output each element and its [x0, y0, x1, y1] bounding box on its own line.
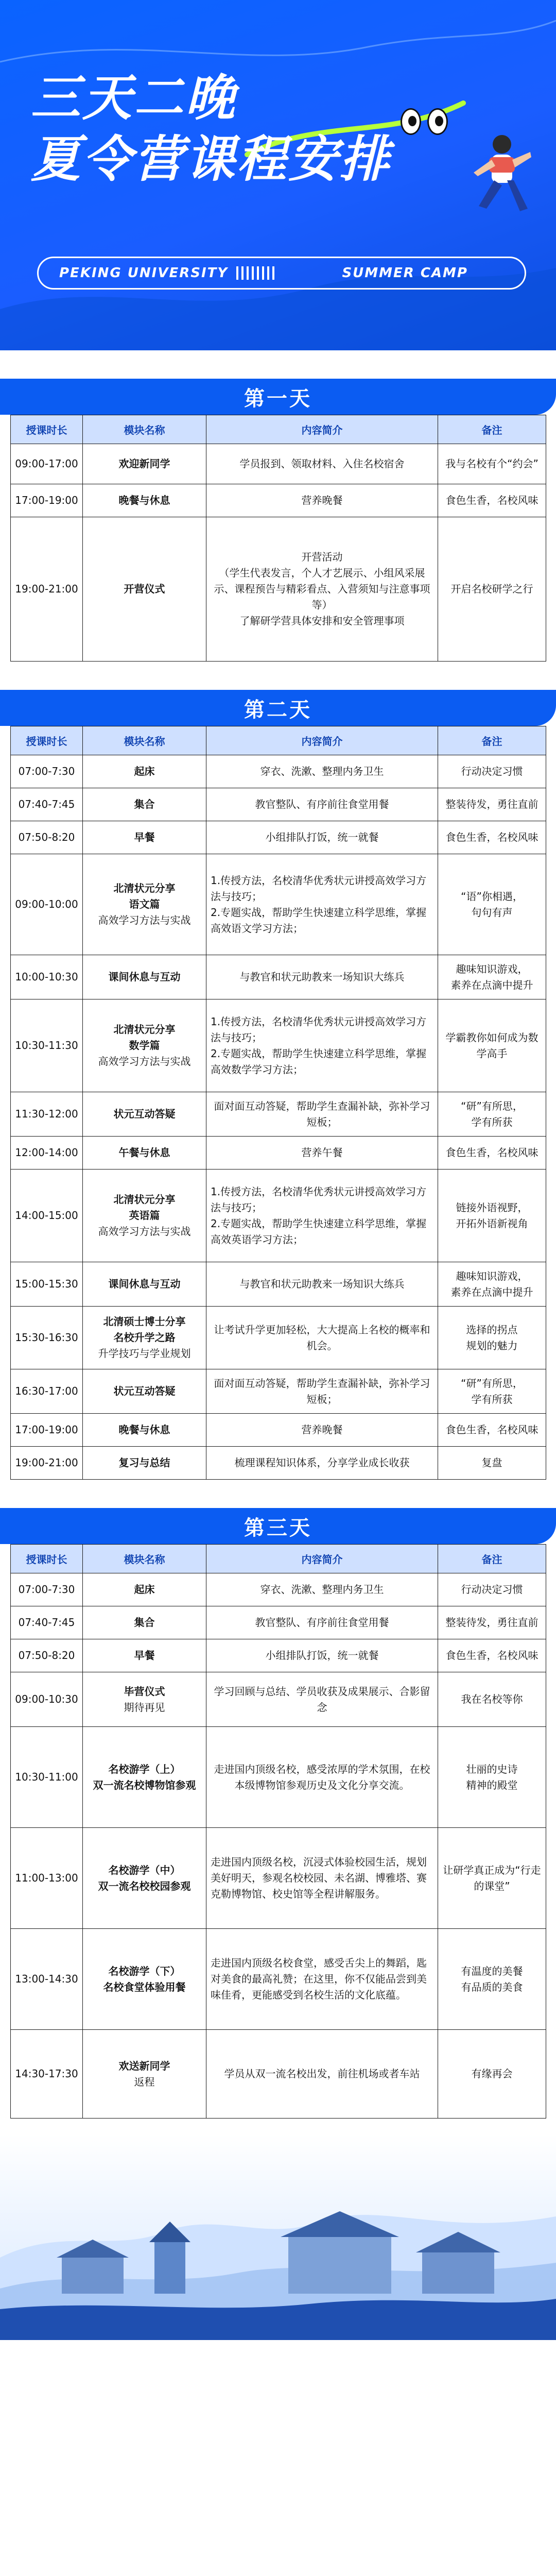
cell-note: 行动决定习惯 [438, 1573, 546, 1606]
cell-content: 走进国内顶级名校食堂，感受舌尖上的舞蹈，匙对美食的最高礼赞；在这里，你不仅能品尝到美味佳肴，更能感受到名校生活的文化底蕴。 [206, 1929, 438, 2030]
module-title: 早餐 [134, 1649, 155, 1662]
cell-content: 走进国内顶级名校，感受浓厚的学术氛围，在校本级博物馆参观历史及文化分享交流。 [206, 1727, 438, 1828]
table-row [11, 1307, 546, 1369]
cell-module [83, 1092, 206, 1137]
banner-right-text: SUMMER CAMP [342, 265, 468, 281]
cell-time: 11:00-13:00 [11, 1828, 83, 1929]
day-title: 第二天 [0, 690, 556, 726]
cell-note: 复盘 [438, 1447, 546, 1480]
barcode-decoration [236, 266, 274, 280]
header-content: 内容简介 [206, 415, 438, 444]
cell-time: 11:30-12:00 [11, 1092, 83, 1137]
day-section-2 [0, 690, 556, 1480]
cell-note: 学霸教你如何成为数学高手 [438, 999, 546, 1092]
cell-time: 10:30-11:30 [11, 999, 83, 1092]
header-content: 内容简介 [206, 726, 438, 755]
cell-note: 有缘再会 [438, 2030, 546, 2119]
cell-note: 趣味知识游戏， 素养在点滴中提升 [438, 955, 546, 999]
day-section-1 [0, 379, 556, 662]
cell-content: 让考试升学更加轻松，大大提高上名校的概率和机会。 [206, 1307, 438, 1369]
module-subtitle: 高效学习方法与实战 [98, 1055, 191, 1067]
day-section-3 [0, 1508, 556, 2119]
table-row [11, 788, 546, 821]
cell-note: 整装待发，勇往直前 [438, 1606, 546, 1639]
table-row [11, 1092, 546, 1137]
table-row [11, 1639, 546, 1672]
cell-module [83, 1727, 206, 1828]
cell-note: 食色生香，名校风味 [438, 1137, 546, 1170]
cell-note: “研”有所思， 学有所获 [438, 1369, 546, 1414]
cell-module [83, 1929, 206, 2030]
cell-module [83, 2030, 206, 2119]
table-row [11, 1929, 546, 2030]
schedule-table [10, 415, 546, 662]
cell-note: 链接外语视野， 开拓外语新视角 [438, 1170, 546, 1262]
cell-note: 整装待发，勇往直前 [438, 788, 546, 821]
table-row [11, 821, 546, 854]
cell-module [83, 755, 206, 788]
table-row [11, 1170, 546, 1262]
cell-time: 09:00-10:30 [11, 1672, 83, 1727]
module-title: 名校游学（下） 名校食堂体验用餐 [103, 1964, 186, 1993]
table-row [11, 1672, 546, 1727]
cell-content: 学习回顾与总结、学员收获及成果展示、合影留念 [206, 1672, 438, 1727]
cell-time: 13:00-14:30 [11, 1929, 83, 2030]
cell-note: 选择的拐点 规划的魅力 [438, 1307, 546, 1369]
cell-module: 欢迎新同学 [83, 444, 206, 484]
building-illustration-icon [0, 2134, 556, 2340]
module-title: 名校游学（上） 双一流名校博物馆参观 [93, 1762, 196, 1791]
header-module: 模块名称 [83, 415, 206, 444]
cell-content: 学员报到、领取材料、入住名校宿舍 [206, 444, 438, 484]
hero-title [31, 69, 391, 188]
header-module: 模块名称 [83, 726, 206, 755]
cell-content: 开营活动 （学生代表发言，个人才艺展示、小组风采展示、课程预告与精彩看点、入营须知与注意事项等） 了解研学营具体安排和安全管理事项 [206, 517, 438, 662]
running-student-icon [458, 129, 535, 232]
module-subtitle: 高效学习方法与实战 [98, 1225, 191, 1238]
cell-module [83, 955, 206, 999]
module-subtitle: 高效学习方法与实战 [98, 914, 191, 926]
cell-content: 1.传授方法，名校清华优秀状元讲授高效学习方法与技巧； 2.专题实战，帮助学生快速建立科学思维，掌握高效语文学习方法； [206, 854, 438, 955]
header-note: 备注 [438, 415, 546, 444]
table-row [11, 444, 546, 484]
hero-banner [0, 0, 556, 350]
cell-module [83, 788, 206, 821]
cell-content: 营养晚餐 [206, 1414, 438, 1447]
cell-time: 10:30-11:00 [11, 1727, 83, 1828]
module-title: 复习与总结 [118, 1456, 170, 1469]
header-content: 内容简介 [206, 1545, 438, 1573]
cell-content: 小组排队打饭，统一就餐 [206, 1639, 438, 1672]
module-title: 起床 [134, 765, 155, 777]
cell-content: 与教官和状元助教来一场知识大练兵 [206, 1262, 438, 1307]
cell-module [83, 999, 206, 1092]
table-row [11, 755, 546, 788]
cell-module [83, 1828, 206, 1929]
module-title: 课间休息与互动 [108, 1278, 181, 1290]
cell-module [83, 1573, 206, 1606]
module-title: 北清状元分享 语文篇 [113, 882, 176, 910]
cell-module [83, 1369, 206, 1414]
cell-content: 营养晚餐 [206, 484, 438, 517]
cell-content: 穿衣、洗漱、整理内务卫生 [206, 1573, 438, 1606]
cell-module [83, 821, 206, 854]
header-note: 备注 [438, 1545, 546, 1573]
module-title: 状元互动答疑 [113, 1385, 176, 1397]
module-title: 毕营仪式 [124, 1685, 165, 1698]
hero-title-line1: 三天二晚 [31, 69, 237, 127]
schedule-table [10, 726, 546, 1480]
module-title: 北清状元分享 数学篇 [113, 1023, 176, 1052]
cell-time: 07:50-8:20 [11, 821, 83, 854]
module-title: 北清状元分享 英语篇 [113, 1193, 176, 1222]
cell-note: 行动决定习惯 [438, 755, 546, 788]
cell-note: 让研学真正成为“行走的课堂” [438, 1828, 546, 1929]
cell-time: 14:00-15:00 [11, 1170, 83, 1262]
table-row [11, 2030, 546, 2119]
cell-content: 梳理课程知识体系，分享学业成长收获 [206, 1447, 438, 1480]
module-title: 北清硕士博士分享 名校升学之路 [103, 1315, 186, 1344]
module-subtitle: 升学技巧与学业规划 [98, 1347, 191, 1360]
module-title: 早餐 [134, 831, 155, 843]
table-row [11, 1606, 546, 1639]
cell-time: 10:00-10:30 [11, 955, 83, 999]
table-row [11, 955, 546, 999]
hero-title-line2: 夏令营课程安排 [31, 130, 391, 188]
cell-content: 穿衣、洗漱、整理内务卫生 [206, 755, 438, 788]
cell-content: 与教官和状元助教来一场知识大练兵 [206, 955, 438, 999]
cell-note: 有温度的美餐 有品质的美食 [438, 1929, 546, 2030]
cartoon-eyes-icon [401, 108, 448, 135]
cell-note: 我与名校有个“约会” [438, 444, 546, 484]
day-title: 第一天 [0, 379, 556, 415]
cell-time: 15:00-15:30 [11, 1262, 83, 1307]
header-time: 授课时长 [11, 415, 83, 444]
cell-content: 营养午餐 [206, 1137, 438, 1170]
cell-content: 教官整队、有序前往食堂用餐 [206, 1606, 438, 1639]
cell-note: 食色生香，名校风味 [438, 1639, 546, 1672]
cell-module [83, 1137, 206, 1170]
cell-time: 19:00-21:00 [11, 517, 83, 662]
module-title: 课间休息与互动 [108, 971, 181, 983]
cell-content: 面对面互动答疑，帮助学生查漏补缺，弥补学习短板； [206, 1369, 438, 1414]
cell-time: 14:30-17:30 [11, 2030, 83, 2119]
cell-content: 学员从双一流名校出发，前往机场或者车站 [206, 2030, 438, 2119]
cell-note: “语”你相遇， 句句有声 [438, 854, 546, 955]
module-title: 状元互动答疑 [113, 1108, 176, 1120]
table-row [11, 1262, 546, 1307]
module-title: 起床 [134, 1583, 155, 1596]
table-row [11, 999, 546, 1092]
cell-note: 壮丽的史诗 精神的殿堂 [438, 1727, 546, 1828]
cell-content: 面对面互动答疑，帮助学生查漏补缺，弥补学习短板； [206, 1092, 438, 1137]
cell-note: 趣味知识游戏， 素养在点滴中提升 [438, 1262, 546, 1307]
cell-module [83, 1606, 206, 1639]
module-title: 集合 [134, 1616, 155, 1629]
cell-note: 食色生香，名校风味 [438, 821, 546, 854]
cell-module [83, 1639, 206, 1672]
cell-module [83, 1170, 206, 1262]
cell-time: 17:00-19:00 [11, 484, 83, 517]
cell-note: 开启名校研学之行 [438, 517, 546, 662]
footer-landscape-illustration [0, 2134, 556, 2340]
schedule-table [10, 1544, 546, 2119]
cell-time: 17:00-19:00 [11, 1414, 83, 1447]
cell-module [83, 1307, 206, 1369]
cell-time: 15:30-16:30 [11, 1307, 83, 1369]
table-row [11, 484, 546, 517]
module-title: 名校游学（中） 双一流名校校园参观 [98, 1863, 191, 1892]
table-row [11, 1137, 546, 1170]
banner-left-text: PEKING UNIVERSITY [59, 265, 229, 281]
cell-content: 1.传授方法，名校清华优秀状元讲授高效学习方法与技巧； 2.专题实战，帮助学生快速建立科学思维，掌握高效英语学习方法； [206, 1170, 438, 1262]
table-row [11, 854, 546, 955]
cell-time: 12:00-14:00 [11, 1137, 83, 1170]
header-note: 备注 [438, 726, 546, 755]
cell-time: 09:00-10:00 [11, 854, 83, 955]
table-row [11, 1414, 546, 1447]
cell-time: 07:00-7:30 [11, 1573, 83, 1606]
module-title: 午餐与休息 [118, 1146, 170, 1159]
module-title: 集合 [134, 798, 155, 810]
header-time: 授课时长 [11, 1545, 83, 1573]
table-row [11, 517, 546, 662]
header-module: 模块名称 [83, 1545, 206, 1573]
cell-time: 16:30-17:00 [11, 1369, 83, 1414]
cell-time: 07:40-7:45 [11, 788, 83, 821]
module-subtitle: 返程 [134, 2075, 155, 2088]
cell-time: 07:50-8:20 [11, 1639, 83, 1672]
table-row [11, 1727, 546, 1828]
cell-module [83, 1262, 206, 1307]
cell-note: “研”有所思， 学有所获 [438, 1092, 546, 1137]
table-row [11, 1369, 546, 1414]
cell-time: 19:00-21:00 [11, 1447, 83, 1480]
cell-module: 晚餐与休息 [83, 484, 206, 517]
day-title: 第三天 [0, 1508, 556, 1544]
cell-module [83, 1447, 206, 1480]
table-row [11, 1447, 546, 1480]
cell-note: 我在名校等你 [438, 1672, 546, 1727]
cell-content: 走进国内顶级名校，沉浸式体验校园生活，规划美好明天，参观名校校园、未名湖、博雅塔、赛克勒博物馆、校史馆等全程讲解服务。 [206, 1828, 438, 1929]
cell-content: 1.传授方法，名校清华优秀状元讲授高效学习方法与技巧； 2.专题实战，帮助学生快速建立科学思维，掌握高效数学学习方法； [206, 999, 438, 1092]
hero-subtitle-banner [37, 257, 526, 290]
header-time: 授课时长 [11, 726, 83, 755]
cell-module [83, 1672, 206, 1727]
table-row [11, 1573, 546, 1606]
cell-module [83, 854, 206, 955]
module-title: 欢送新同学 [118, 2059, 170, 2072]
cell-module: 开营仪式 [83, 517, 206, 662]
cell-content: 小组排队打饭，统一就餐 [206, 821, 438, 854]
cell-time: 07:00-7:30 [11, 755, 83, 788]
cell-content: 教官整队、有序前往食堂用餐 [206, 788, 438, 821]
module-title: 晚餐与休息 [118, 1423, 170, 1436]
module-subtitle: 期待再见 [124, 1701, 165, 1714]
cell-note: 食色生香，名校风味 [438, 484, 546, 517]
cell-module [83, 1414, 206, 1447]
cell-time: 07:40-7:45 [11, 1606, 83, 1639]
table-row [11, 1828, 546, 1929]
cell-note: 食色生香，名校风味 [438, 1414, 546, 1447]
cell-time: 09:00-17:00 [11, 444, 83, 484]
